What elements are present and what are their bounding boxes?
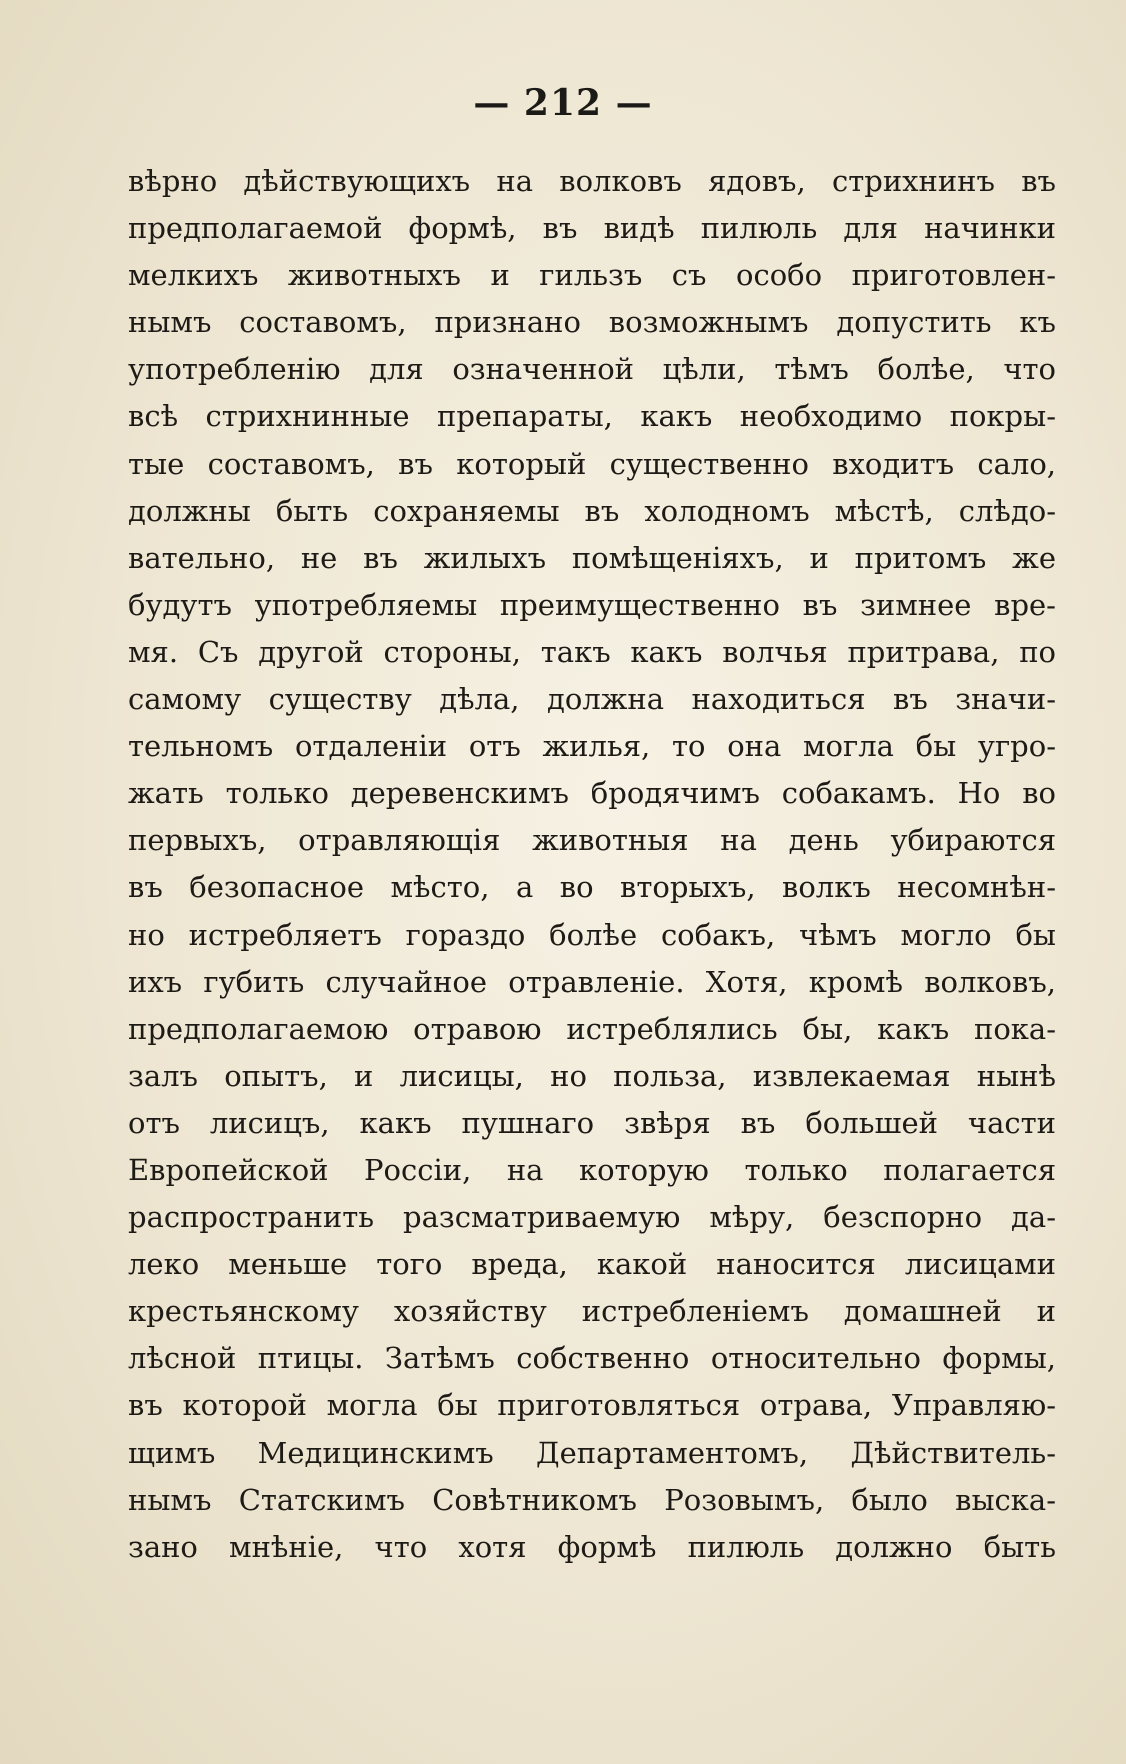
text-line: отъ лисицъ, какъ пушнаго звѣря въ большей части bbox=[128, 1105, 1056, 1140]
text-line: употребленію для означенной цѣли, тѣмъ болѣе, что bbox=[128, 352, 1056, 387]
text-line: нымъ Статскимъ Совѣтникомъ Розовымъ, было выска- bbox=[128, 1482, 1056, 1517]
text-line: въ которой могла бы приготовляться отрава, Управляю- bbox=[128, 1388, 1056, 1423]
text-line: всѣ стрихнинные препараты, какъ необходимо покры- bbox=[128, 399, 1056, 434]
text-line: тельномъ отдаленіи отъ жилья, то она могла бы угро- bbox=[128, 729, 1056, 764]
text-line: первыхъ, отравляющія животныя на день убираются bbox=[128, 823, 1056, 858]
text-line: но истребляетъ гораздо болѣе собакъ, чѣмъ могло бы bbox=[128, 917, 1056, 952]
text-line: предполагаемой формѣ, въ видѣ пилюль для начинки bbox=[128, 211, 1056, 246]
text-line: въ безопасное мѣсто, а во вторыхъ, волкъ несомнѣн- bbox=[128, 870, 1056, 905]
text-line: предполагаемою отравою истреблялись бы, какъ пока- bbox=[128, 1011, 1056, 1046]
page-number: — 212 — bbox=[473, 82, 653, 124]
text-line: мелкихъ животныхъ и гильзъ съ особо приготовлен- bbox=[128, 258, 1056, 293]
text-line: жать только деревенскимъ бродячимъ собакамъ. Но во bbox=[128, 776, 1056, 811]
text-line: мя. Съ другой стороны, такъ какъ волчья притрава, по bbox=[128, 634, 1056, 669]
text-line: щимъ Медицинскимъ Департаментомъ, Дѣйствитель- bbox=[128, 1435, 1056, 1470]
text-line: зано мнѣніе, что хотя формѣ пилюль должно быть bbox=[128, 1529, 1056, 1564]
text-line: самому существу дѣла, должна находиться въ значи- bbox=[128, 682, 1056, 717]
body-text bbox=[128, 158, 1056, 1571]
text-line: крестьянскому хозяйству истребленіемъ домашней и bbox=[128, 1294, 1056, 1329]
text-line: будутъ употребляемы преимущественно въ зимнее вре- bbox=[128, 587, 1056, 622]
text-line: вѣрно дѣйствующихъ на волковъ ядовъ, стрихнинъ въ bbox=[128, 164, 1056, 198]
text-line: леко меньше того вреда, какой наносится лисицами bbox=[128, 1247, 1056, 1282]
text-line: залъ опытъ, и лисицы, но польза, извлекаемая нынѣ bbox=[128, 1058, 1056, 1093]
text-line: тые составомъ, въ который существенно входитъ сало, bbox=[128, 446, 1056, 481]
text-line: распространить разсматриваемую мѣру, безспорно да- bbox=[128, 1200, 1056, 1235]
text-line: Европейской Россіи, на которую только полагается bbox=[128, 1152, 1056, 1187]
text-line: нымъ составомъ, признано возможнымъ допустить къ bbox=[128, 305, 1056, 340]
text-line: вательно, не въ жилыхъ помѣщеніяхъ, и притомъ же bbox=[128, 540, 1056, 575]
text-line: лѣсной птицы. Затѣмъ собственно относительно формы, bbox=[128, 1341, 1056, 1376]
text-line: должны быть сохраняемы въ холодномъ мѣстѣ, слѣдо- bbox=[128, 493, 1056, 528]
text-line: ихъ губить случайное отравленіе. Хотя, кромѣ волковъ, bbox=[128, 964, 1056, 999]
